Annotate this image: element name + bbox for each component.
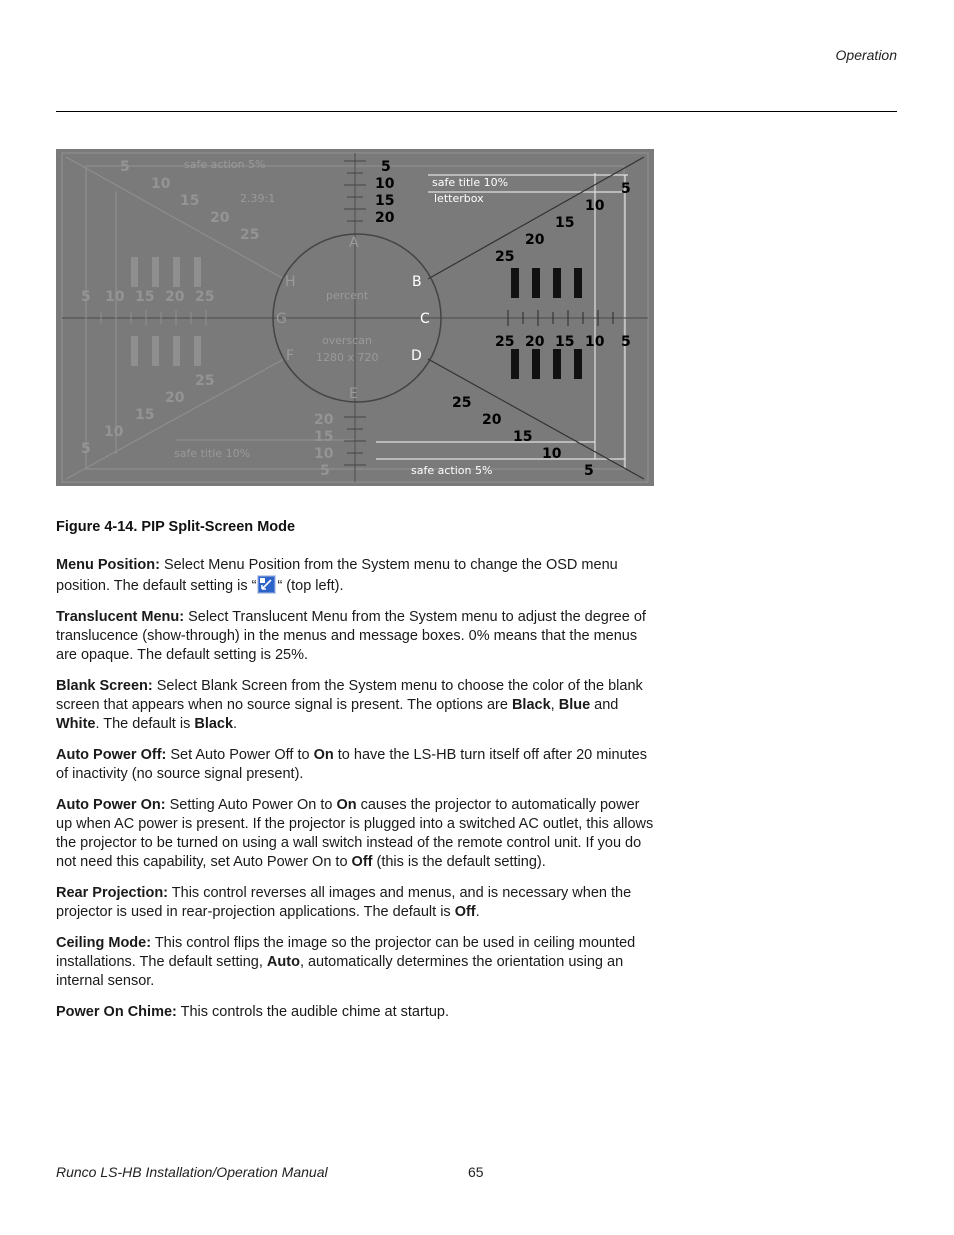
translucent-menu-text: Select Translucent Menu from the System menu to adjust the degree of translucence (show-through) in the menus and message boxes. 0% means that the menus are opaque. The default setting is 25%. <box>56 609 646 663</box>
diag-bl-15: 15 <box>135 407 155 423</box>
scale-top-20: 20 <box>375 210 395 226</box>
option-white: White <box>56 716 96 732</box>
paragraph-menu-position <box>56 556 656 596</box>
option-blue: Blue <box>558 697 591 713</box>
auto-power-on-text-2: causes the projector to automatically power up when AC power is present. If the projector is plugged into a switched AC outlet, this allows the projector to be turned on using a wall switch instead of the remote control unit. If you do not need this capability, set Auto Power On to <box>56 797 654 870</box>
rear-projection-off: Off <box>454 904 476 920</box>
blank-screen-default: Black <box>194 716 234 732</box>
scale-top-10: 10 <box>375 176 395 192</box>
ceiling-mode-text-2: , automatically determines the orientation using an internal sensor. <box>56 954 624 989</box>
diag-br-20: 20 <box>482 412 502 428</box>
label-safe-title-bottom: safe title 10% <box>174 447 251 460</box>
term-menu-position: Menu Position: <box>56 557 160 573</box>
blank-screen-sep-1: , <box>550 697 559 713</box>
diag-tl-5: 5 <box>120 159 130 175</box>
diag-bl-10: 10 <box>104 424 124 440</box>
menu-position-text-2: “ (top left). <box>277 578 344 594</box>
test-pattern <box>56 149 654 486</box>
scale-right-5: 5 <box>621 334 631 350</box>
paragraph-auto-power-off <box>56 746 656 784</box>
scale-left-10: 10 <box>105 289 125 305</box>
label-resolution: 1280 x 720 <box>316 351 379 364</box>
term-blank-screen: Blank Screen: <box>56 678 153 694</box>
label-safe-title-top: safe title 10% <box>432 176 509 189</box>
diag-tl-15: 15 <box>180 193 200 209</box>
auto-power-on-off: Off <box>351 854 373 870</box>
diag-tr-10: 10 <box>585 198 605 214</box>
label-safe-action-top: safe action 5% <box>184 158 266 171</box>
diag-tl-25: 25 <box>240 227 260 243</box>
circle-letter-a: A <box>349 235 359 251</box>
paragraph-auto-power-on <box>56 796 656 872</box>
circle-letter-b: B <box>412 274 422 290</box>
rear-projection-text-1: This control reverses all images and menus, and is necessary when the projector is used in rear-projection applications. The default is <box>56 885 632 920</box>
diag-br-5: 5 <box>584 463 594 479</box>
menu-position-text-1: Select Menu Position from the System menu to change the OSD menu position. The default setting is “ <box>56 557 618 594</box>
blank-screen-text-1: Select Blank Screen from the System menu to choose the color of the blank screen that appears when no source signal is present. The options are <box>56 678 643 713</box>
scale-left-25: 25 <box>195 289 215 305</box>
scale-left-15: 15 <box>135 289 155 305</box>
term-auto-power-on: Auto Power On: <box>56 797 166 813</box>
paragraph-translucent-menu <box>56 608 656 665</box>
term-translucent-menu: Translucent Menu: <box>56 609 185 625</box>
ceiling-mode-text-1: This control flips the image so the projector can be used in ceiling mounted installations. The default setting, <box>56 935 636 970</box>
scale-left-20: 20 <box>165 289 185 305</box>
auto-power-off-on: On <box>313 747 334 763</box>
auto-power-on-on: On <box>336 797 357 813</box>
auto-power-off-text-1: Set Auto Power Off to <box>166 747 314 763</box>
scale-right-10: 10 <box>585 334 605 350</box>
term-rear-projection: Rear Projection: <box>56 885 168 901</box>
page-header-section: Operation <box>835 47 897 63</box>
scale-bottom-15: 15 <box>314 429 334 445</box>
scale-right-25: 25 <box>495 334 515 350</box>
term-auto-power-off: Auto Power Off: <box>56 747 167 763</box>
diag-bl-5: 5 <box>81 441 91 457</box>
diag-br-15: 15 <box>513 429 533 445</box>
paragraph-blank-screen <box>56 677 656 734</box>
label-safe-action-bottom: safe action 5% <box>411 464 493 477</box>
label-percent: percent <box>326 289 369 302</box>
term-ceiling-mode: Ceiling Mode: <box>56 935 152 951</box>
circle-letter-g: G <box>276 311 287 327</box>
diag-tr-5: 5 <box>621 181 631 197</box>
diag-br-10: 10 <box>542 446 562 462</box>
auto-power-off-text-2: to have the LS-HB turn itself off after 20 minutes of inactivity (no source signal present). <box>56 747 647 782</box>
diag-tl-10: 10 <box>151 176 171 192</box>
scale-left-5: 5 <box>81 289 91 305</box>
paragraph-power-on-chime <box>56 1003 656 1022</box>
body-text <box>56 556 656 1034</box>
circle-letter-f: F <box>286 348 295 364</box>
scale-bottom-20: 20 <box>314 412 334 428</box>
circle-letter-c: C <box>420 311 430 327</box>
diag-bl-25: 25 <box>195 373 215 389</box>
scale-top-5: 5 <box>381 159 391 175</box>
diag-tr-20: 20 <box>525 232 545 248</box>
scale-right-15: 15 <box>555 334 575 350</box>
scale-right-20: 20 <box>525 334 545 350</box>
rear-projection-end: . <box>475 904 480 920</box>
diag-tl-20: 20 <box>210 210 230 226</box>
header-rule <box>56 111 897 112</box>
footer-page-number: 65 <box>468 1164 484 1180</box>
blank-screen-text-2: . The default is <box>95 716 195 732</box>
ceiling-mode-auto: Auto <box>266 954 300 970</box>
term-power-on-chime: Power On Chime: <box>56 1004 177 1020</box>
scale-top-15: 15 <box>375 193 395 209</box>
diag-br-25: 25 <box>452 395 472 411</box>
circle-letter-d: D <box>411 348 422 364</box>
auto-power-on-text-1: Setting Auto Power On to <box>165 797 337 813</box>
label-aspect-ratio: 2.39:1 <box>240 192 276 205</box>
blank-screen-sep-2: and <box>590 697 619 713</box>
scale-bottom-5: 5 <box>320 463 330 479</box>
figure-caption: Figure 4-14. PIP Split-Screen Mode <box>56 519 296 535</box>
diag-tr-25: 25 <box>495 249 515 265</box>
circle-letter-h: H <box>285 274 296 290</box>
power-on-chime-text: This controls the audible chime at startup. <box>176 1004 450 1020</box>
paragraph-rear-projection <box>56 884 656 922</box>
auto-power-on-text-3: (this is the default setting). <box>372 854 546 870</box>
top-left-menu-icon <box>257 575 276 594</box>
option-black: Black <box>511 697 551 713</box>
diag-tr-15: 15 <box>555 215 575 231</box>
diag-bl-20: 20 <box>165 390 185 406</box>
label-overscan: overscan <box>322 334 373 347</box>
pip-split-screen-figure <box>56 149 654 486</box>
footer-manual-title: Runco LS-HB Installation/Operation Manual <box>56 1164 328 1180</box>
blank-screen-end: . <box>233 716 238 732</box>
scale-bottom-10: 10 <box>314 446 334 462</box>
circle-letter-e: E <box>349 386 358 402</box>
paragraph-ceiling-mode <box>56 934 656 991</box>
label-letterbox: letterbox <box>434 192 484 205</box>
